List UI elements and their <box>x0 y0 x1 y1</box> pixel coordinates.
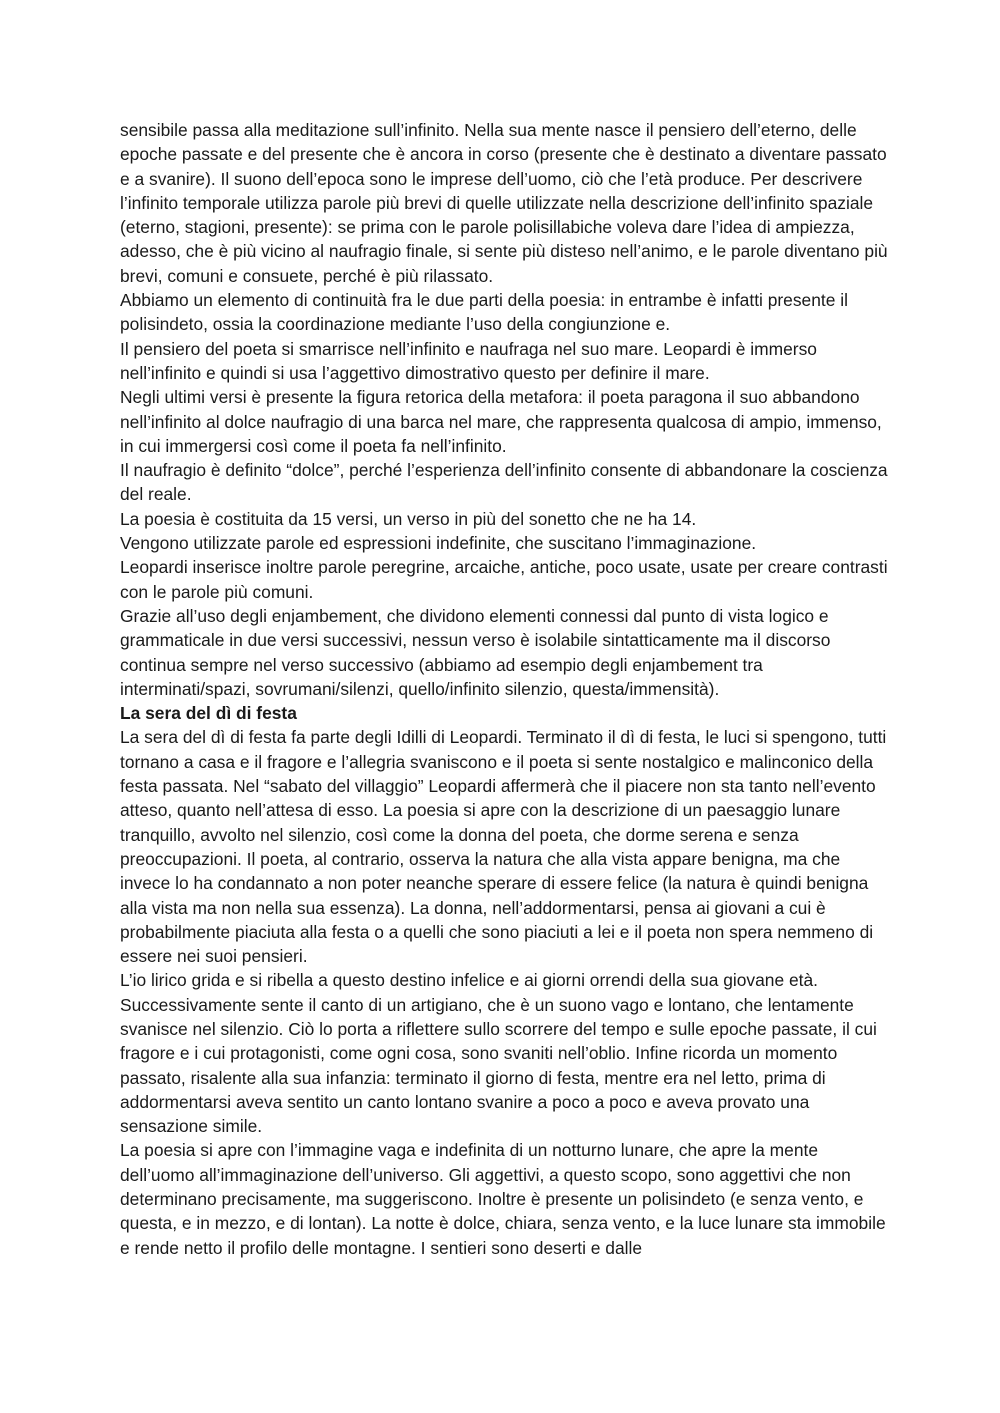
paragraph: Grazie all’uso degli enjambement, che dividono elementi connessi dal punto di vista logico e grammaticale in due versi successivi, nessun verso è isolabile sintatticamente ma il discorso continua sempre nel verso successivo (abbiamo ad esempio degli enjambement tra interminati/spazi, sovrumani/silenzi, quello/infinito silenzio, questa/immensità). <box>120 605 831 699</box>
paragraph: Il naufragio è definito “dolce”, perché l’esperienza dell’infinito consente di abbandonare la coscienza del reale. <box>120 460 888 505</box>
paragraph: La poesia è costituita da 15 versi, un verso in più del sonetto che ne ha 14. <box>120 508 697 529</box>
section-heading: La sera del dì di festa <box>120 703 297 724</box>
paragraph: Leopardi inserisce inoltre parole peregrine, arcaiche, antiche, poco usate, usate per creare contrasti con le parole più comuni. <box>120 557 888 602</box>
paragraph: Abbiamo un elemento di continuità fra le due parti della poesia: in entrambe è infatti presente il polisindeto, ossia la coordinazione mediante l’uso della congiunzione e. <box>120 290 848 335</box>
paragraph: L’io lirico grida e si ribella a questo destino infelice e ai giorni orrendi della sua giovane età. Successivamente sente il canto di un artigiano, che è un suono vago e lontano, che lentamente svanisce nel silenzio. Ciò lo porta a riflettere sullo scorrere del tempo e sulle epoche passate, il cui fragore e i cui protagonisti, come ogni cosa, sono svaniti nell’oblio. Infine ricorda un momento passato, risalente alla sua infanzia: terminato il giorno di festa, mentre era nel letto, prima di addormentarsi aveva sentito un canto lontano svanire a poco a poco e aveva provato una sensazione simile. <box>120 970 877 1137</box>
paragraph: La sera del dì di festa fa parte degli Idilli di Leopardi. Terminato il dì di festa, le luci si spengono, tutti tornano a casa e il fragore e l’allegria svaniscono e il poeta si sente nostalgico e malinconico della festa passata. Nel “sabato del villaggio” Leopardi affermerà che il piacere non sta tanto nell’evento atteso, quanto nell’attesa di esso. La poesia si apre con la descrizione di un paesaggio lunare tranquillo, avvolto nel silenzio, così come la donna del poeta, che dorme serena e senza preoccupazioni. Il poeta, al contrario, osserva la natura che alla vista appare benigna, ma che invece lo ha condannato a non poter neanche sperare di essere felice (la natura è quindi benigna alla vista ma non nella sua essenza). La donna, nell’addormentarsi, pensa ai giovani a cui è probabilmente piaciuta alla festa o a quelli che sono piaciuti a lei e il poeta non spera nemmeno di essere nei suoi pensieri. <box>120 727 887 967</box>
paragraph: La poesia si apre con l’immagine vaga e indefinita di un notturno lunare, che apre la mente dell’uomo all’immaginazione dell’universo. Gli aggettivi, a questo scopo, sono aggettivi che non determinano precisamente, ma suggeriscono. Inoltre è presente un polisindeto (e senza vento, e questa, e in mezzo, e di lontan). La notte è dolce, chiara, senza vento, e la luce lunare sta immobile e rende netto il profilo delle montagne. I sentieri sono deserti e dalle <box>120 1140 886 1258</box>
paragraph: Negli ultimi versi è presente la figura retorica della metafora: il poeta paragona il suo abbandono nell’infinito al dolce naufragio di una barca nel mare, che rappresenta qualcosa di ampio, immenso, in cui immergersi così come il poeta fa nell’infinito. <box>120 387 882 456</box>
paragraph: sensibile passa alla meditazione sull’infinito. Nella sua mente nasce il pensiero dell’eterno, delle epoche passate e del presente che è ancora in corso (presente che è destinato a diventare passato e a svanire). Il suono dell’epoca sono le imprese dell’uomo, ciò che l’età produce. Per descrivere l’infinito temporale utilizza parole più brevi di quelle utilizzate nella descrizione dell’infinito spaziale (eterno, stagioni, presente): se prima con le parole polisillabiche voleva dare l’idea di ampiezza, adesso, che è più vicino al naufragio finale, si sente più disteso nell’animo, e le parole diventano più brevi, comuni e consuete, perché è più rilassato. <box>120 120 888 286</box>
paragraph: Il pensiero del poeta si smarrisce nell’infinito e naufraga nel suo mare. Leopardi è immerso nell’infinito e quindi si usa l’aggettivo dimostrativo questo per definire il mare. <box>120 338 817 383</box>
paragraph: Vengono utilizzate parole ed espressioni indefinite, che suscitano l’immaginazione. <box>120 533 757 554</box>
document-page <box>120 118 890 1260</box>
